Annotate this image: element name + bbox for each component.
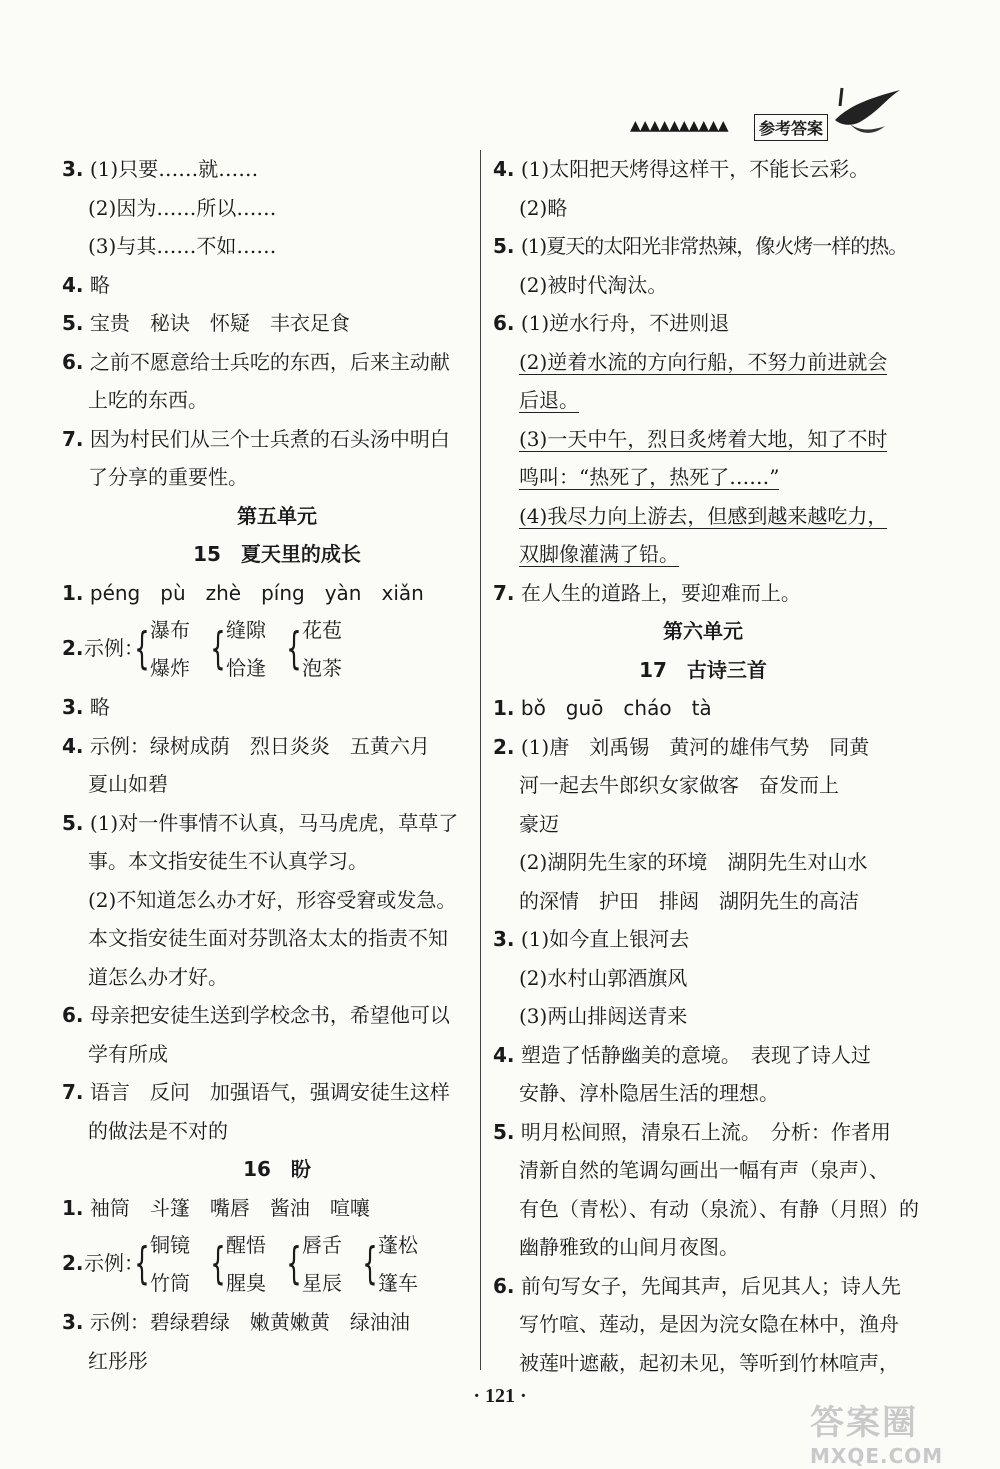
list-item: (2)水村山郭酒旗风 — [519, 965, 688, 990]
list-item: 1. bǒ guō cháo tà — [493, 696, 712, 720]
list-item: (2)逆着水流的方向行船，不努力前进就会 — [519, 349, 888, 374]
list-item: 4. 塑造了恬静幽美的意境。 表现了诗人过 — [493, 1042, 871, 1067]
list-item: 3. (1)如今直上银河去 — [493, 927, 690, 951]
list-item: 清新自然的笔调勾画出一幅有声（泉声）、 — [519, 1158, 889, 1182]
watermark-logo-text: 答案圈 — [810, 1403, 918, 1443]
watermark — [810, 1395, 990, 1468]
brace-icon: { — [134, 623, 150, 674]
list-item: 后退。 — [519, 388, 579, 412]
list-item: (2)湖阴先生家的环境 湖阴先生对山水 — [519, 850, 868, 874]
list-item: 4. 略 — [62, 272, 110, 297]
list-item: 7. 因为村民们从三个士兵煮的石头汤中明白 — [62, 426, 450, 451]
list-item: (3)两山排闼送青来 — [519, 1004, 688, 1028]
list-item: 鸣叫：“热死了，热死了……” — [519, 465, 780, 489]
list-item: (2)略 — [519, 195, 568, 220]
list-item: 学有所成 — [88, 1041, 168, 1066]
list-item: 5. (1)夏天的太阳光非常热辣，像火烤一样的热。 — [493, 234, 908, 258]
lesson-heading: 16 盼 — [243, 1157, 311, 1181]
list-item: 道怎么办才好。 — [88, 964, 228, 989]
lesson-heading: 17 古诗三首 — [639, 657, 767, 682]
list-item: 2. (1)唐 刘禹锡 黄河的雄伟气势 同黄 — [493, 734, 870, 759]
list-item: (3)一天中午，烈日炙烤着大地，知了不时 — [519, 426, 888, 451]
list-item: (2)因为……所以…… — [88, 195, 277, 220]
list-item: 了分享的重要性。 — [88, 465, 248, 489]
list-item: 安静、淳朴隐居生活的理想。 — [519, 1081, 779, 1105]
watermark-url: MXQE.COM — [810, 1444, 944, 1468]
list-item: (3)与其……不如…… — [88, 234, 277, 258]
page-header — [630, 80, 920, 140]
brace-icon: { — [210, 1238, 226, 1289]
list-item: 3. (1)只要……就…… — [62, 157, 259, 181]
list-item: 7. 在人生的道路上，要迎难而上。 — [493, 580, 801, 605]
brace-icon: { — [286, 1238, 302, 1289]
list-item: 3. 略 — [62, 695, 110, 719]
list-item: (2)被时代淘汰。 — [519, 272, 668, 297]
list-item: 7. 语言 反问 加强语气，强调安徒生这样 — [62, 1080, 450, 1104]
word-group-row: 2. 示例： { 铜镜 竹筒 { 醒悟 腥臭 { 唇舌 星辰 { 蓬松 篷车 — [62, 1227, 492, 1303]
list-item: 的深情 护田 排闼 湖阴先生的高洁 — [519, 888, 859, 913]
list-item: 上吃的东西。 — [88, 388, 208, 412]
word-group-row: 2. 示例： { 瀑布 爆炸 { 缝隙 恰逢 { 花苞 泡茶 — [62, 612, 492, 688]
header-title: 参考答案 — [754, 114, 828, 141]
list-item: 豪迈 — [519, 811, 559, 836]
list-item: (4)我尽力向上游去，但感到越来越吃力， — [519, 503, 888, 528]
list-item: 被莲叶遮蔽，起初未见，等听到竹林喧声， — [519, 1350, 899, 1375]
bird-logo-icon — [830, 80, 910, 140]
list-item: 有色（青松）、有动（泉流）、有静（月照）的 — [519, 1196, 919, 1221]
list-item: 夏山如碧 — [88, 772, 168, 796]
list-item: 6. 之前不愿意给士兵吃的东西，后来主动献 — [62, 349, 450, 374]
list-item: 本文指安徒生面对芬凯洛太太的指责不知 — [88, 926, 448, 950]
brace-icon: { — [134, 1238, 150, 1289]
list-item: 4. (1)太阳把天烤得这样干，不能长云彩。 — [493, 157, 870, 181]
list-item: 红彤彤 — [88, 1348, 148, 1373]
list-item: (2)不知道怎么办才好，形容受窘或发急。 — [88, 887, 457, 912]
list-item: 6. 母亲把安徒生送到学校念书，希望他可以 — [62, 1003, 450, 1027]
unit-heading: 第六单元 — [663, 619, 743, 643]
list-item: 写竹喧、莲动，是因为浣女隐在林中，渔舟 — [519, 1312, 899, 1336]
list-item: 事。本文指安徒生不认真学习。 — [88, 849, 368, 873]
page-number: · 121 · — [473, 1385, 527, 1407]
left-column — [62, 150, 492, 1380]
lesson-heading: 15 夏天里的成长 — [193, 542, 361, 566]
brace-icon: { — [210, 623, 226, 674]
list-item: 1. péng pù zhè píng yàn xiǎn — [62, 580, 424, 605]
header-dots: ▲▲▲▲▲▲▲▲▲▲ — [630, 118, 728, 134]
list-item: 6. (1)逆水行舟，不进则退 — [493, 311, 730, 335]
list-item: 3. 示例：碧绿碧绿 嫩黄嫩黄 绿油油 — [62, 1310, 410, 1334]
list-item: 6. 前句写女子，先闻其声，后见其人；诗人先 — [493, 1273, 901, 1298]
brace-icon: { — [286, 623, 302, 674]
list-item: 河一起去牛郎织女家做客 奋发而上 — [519, 773, 839, 797]
right-column — [493, 150, 919, 1382]
brace-icon: { — [362, 1238, 378, 1289]
list-item: 1. 袖筒 斗篷 嘴唇 酱油 喧嚷 — [62, 1195, 370, 1220]
unit-heading: 第五单元 — [237, 503, 317, 528]
list-item: 5. 明月松间照，清泉石上流。 分析：作者用 — [493, 1119, 891, 1144]
list-item: 4. 示例：绿树成荫 烈日炎炎 五黄六月 — [62, 733, 430, 758]
list-item: 5. 宝贵 秘诀 怀疑 丰衣足食 — [62, 311, 350, 335]
list-item: 5. (1)对一件事情不认真，马马虎虎，草草了 — [62, 810, 459, 835]
list-item: 双脚像灌满了铅。 — [519, 542, 679, 566]
list-item: 的做法是不对的 — [88, 1118, 228, 1143]
list-item: 幽静雅致的山间月夜图。 — [519, 1235, 739, 1259]
